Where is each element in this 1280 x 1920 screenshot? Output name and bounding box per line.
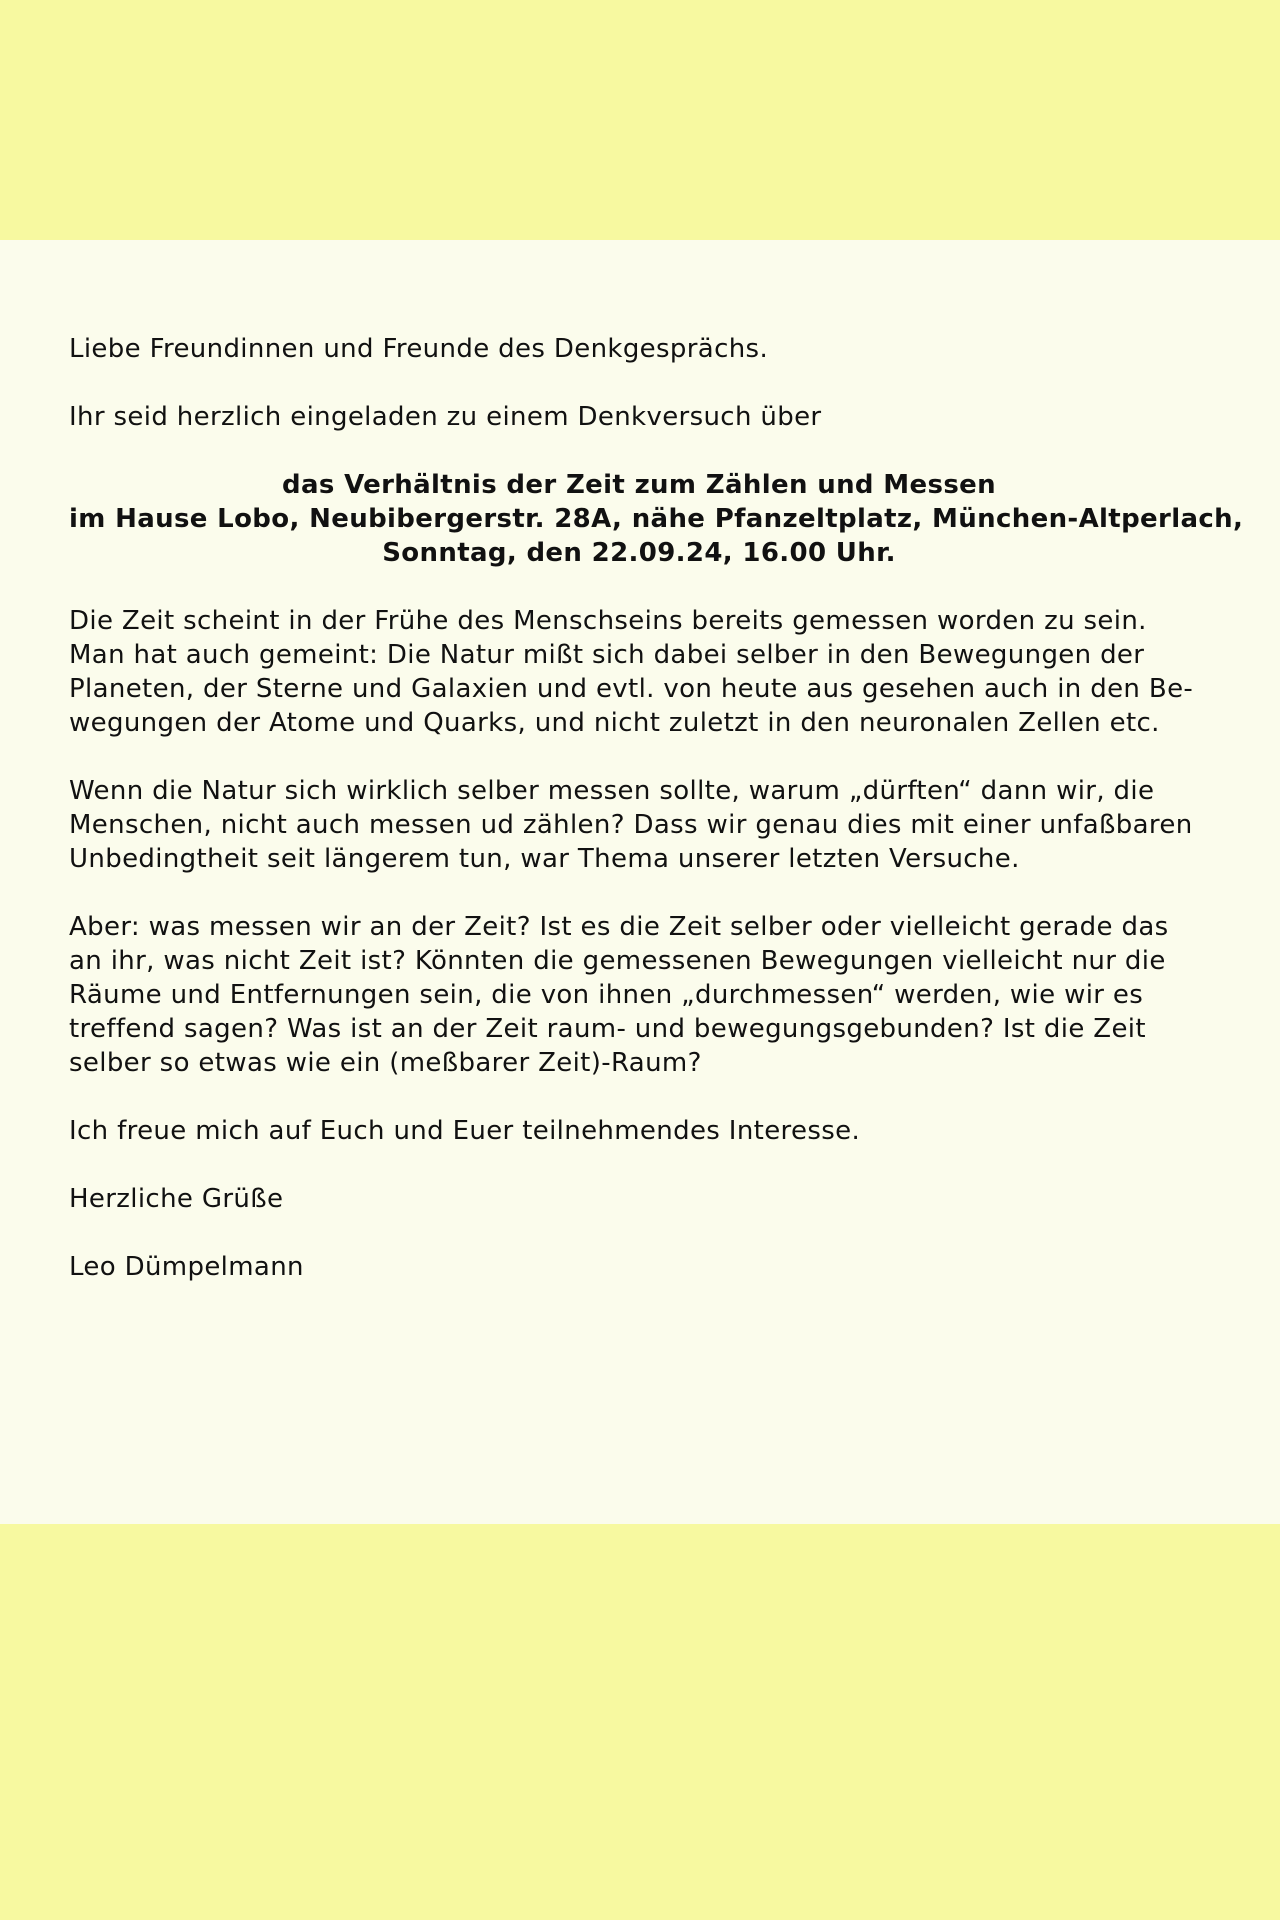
event-details: [69, 468, 1244, 570]
paragraph-line: an ihr, was nicht Zeit ist? Könnten die gemessenen Bewegungen vielleicht nur die: [69, 946, 1166, 976]
closing-line: Ich freue mich auf Euch und Euer teilnehmendes Interesse.: [69, 1116, 861, 1146]
paragraph-line: Aber: was messen wir an der Zeit? Ist es die Zeit selber oder vielleicht gerade das: [69, 912, 1169, 942]
invitation-line: Ihr seid herzlich eingeladen zu einem Denkversuch über: [69, 402, 822, 432]
paragraph-line: Planeten, der Sterne und Galaxien und evtl. von heute aus gesehen auch in den Be-: [69, 674, 1194, 704]
paragraph-zeit-raum: [69, 910, 1209, 1080]
paragraph-line: Menschen, nicht auch messen ud zählen? Dass wir genau dies mit einer unfaßbaren: [69, 810, 1193, 840]
signature: Leo Dümpelmann: [69, 1252, 304, 1282]
regards: Herzliche Grüße: [69, 1184, 284, 1214]
bottom-yellow-band: [0, 1524, 1280, 1920]
paragraph-line: selber so etwas wie ein (meßbarer Zeit)-Raum?: [69, 1048, 702, 1078]
paragraph-line: Unbedingtheit seit längerem tun, war Thema unserer letzten Versuche.: [69, 844, 1020, 874]
paragraph-messen-zaehlen: [69, 774, 1209, 876]
paragraph-line: treffend sagen? Was ist an der Zeit raum- und bewegungsgebunden? Ist die Zeit: [69, 1014, 1146, 1044]
greeting: Liebe Freundinnen und Freunde des Denkgesprächs.: [69, 334, 769, 364]
paragraph-line: Räume und Entfernungen sein, die von ihnen „durchmessen“ werden, wie wir es: [69, 980, 1144, 1010]
paragraph-line: Die Zeit scheint in der Frühe des Menschseins bereits gemessen worden zu sein.: [69, 606, 1147, 636]
letter-sheet: [0, 240, 1280, 1524]
paragraph-line: Man hat auch gemeint: Die Natur mißt sich dabei selber in den Bewegungen der: [69, 640, 1145, 670]
paragraph-line: Wenn die Natur sich wirklich selber messen sollte, warum „dürften“ dann wir, die: [69, 776, 1155, 806]
event-datetime: Sonntag, den 22.09.24, 16.00 Uhr.: [382, 538, 896, 568]
event-location: im Hause Lobo, Neubibergerstr. 28A, nähe Pfanzeltplatz, München-Altperlach,: [69, 504, 1244, 534]
paragraph-natur-misst: [69, 604, 1209, 740]
paragraph-line: wegungen der Atome und Quarks, und nicht zuletzt in den neuronalen Zellen etc.: [69, 708, 1160, 738]
event-topic: das Verhältnis der Zeit zum Zählen und Messen: [281, 470, 997, 500]
letter-content: [69, 332, 1244, 1318]
top-yellow-band: [0, 0, 1280, 240]
